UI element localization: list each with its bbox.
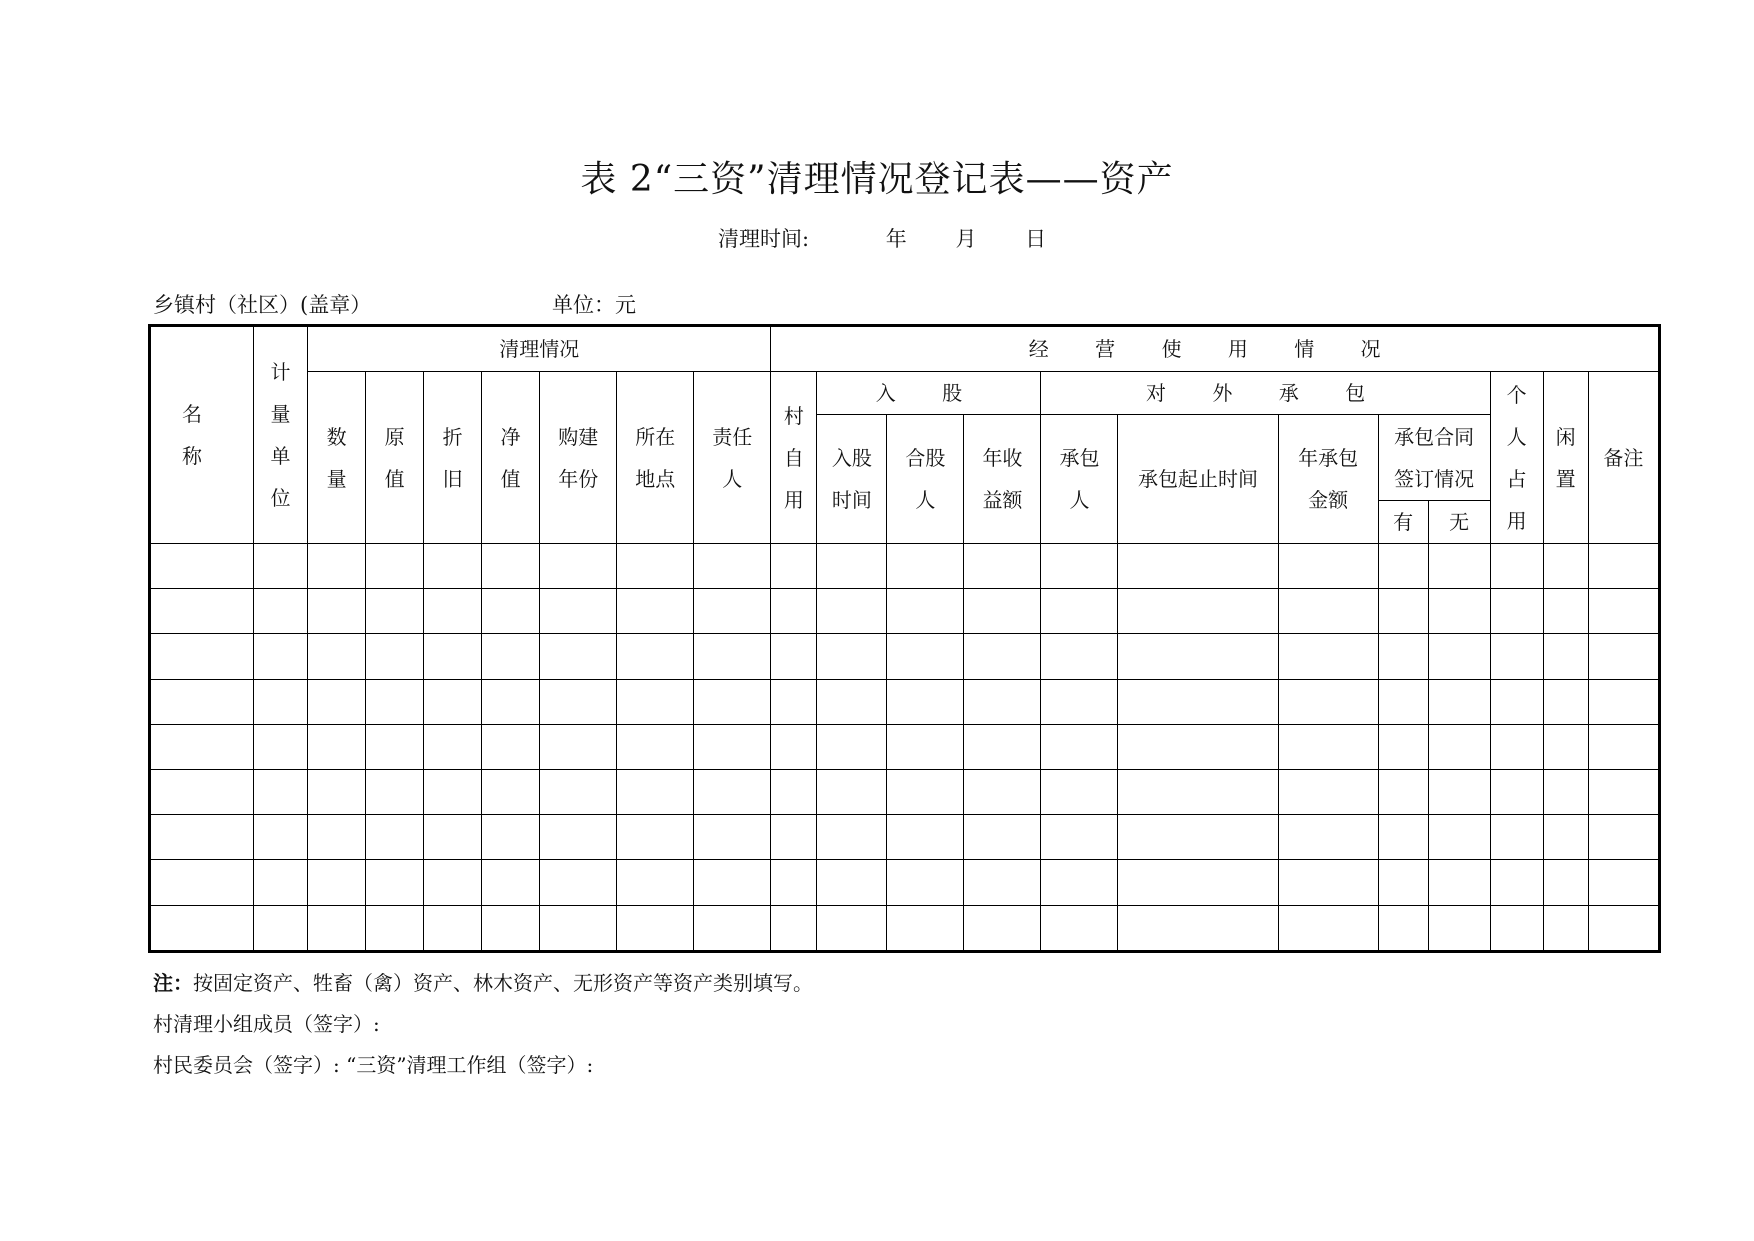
table-cell[interactable] bbox=[1118, 815, 1278, 860]
table-cell[interactable] bbox=[366, 860, 424, 905]
table-row bbox=[150, 589, 1660, 634]
table-cell[interactable] bbox=[1041, 679, 1118, 724]
table-cell[interactable] bbox=[482, 770, 540, 815]
table-cell[interactable] bbox=[1588, 905, 1659, 951]
table-cell[interactable] bbox=[1490, 724, 1543, 769]
table-cell[interactable] bbox=[366, 905, 424, 951]
table-cell[interactable] bbox=[540, 905, 617, 951]
table-cell[interactable] bbox=[1490, 860, 1543, 905]
table-cell[interactable] bbox=[1378, 860, 1428, 905]
table-cell[interactable] bbox=[694, 679, 771, 724]
date-month-label: 月 bbox=[955, 227, 977, 251]
table-cell[interactable] bbox=[694, 905, 771, 951]
table-cell[interactable] bbox=[308, 679, 366, 724]
table-cell[interactable] bbox=[254, 589, 308, 634]
table-cell[interactable] bbox=[1378, 634, 1428, 679]
table-cell[interactable] bbox=[1543, 770, 1588, 815]
table-cell[interactable] bbox=[1588, 724, 1659, 769]
table-cell[interactable] bbox=[1588, 815, 1659, 860]
table-cell[interactable] bbox=[1378, 905, 1428, 951]
table-cell[interactable] bbox=[366, 770, 424, 815]
cleanup-date-label: 清理时间: bbox=[718, 227, 810, 251]
table-cell[interactable] bbox=[1378, 679, 1428, 724]
table-cell[interactable] bbox=[1543, 724, 1588, 769]
personal-use-header: 个人占用 bbox=[1490, 372, 1543, 544]
table-cell[interactable] bbox=[1041, 589, 1118, 634]
table-cell[interactable] bbox=[617, 905, 694, 951]
table-cell[interactable] bbox=[617, 770, 694, 815]
table-cell[interactable] bbox=[1588, 544, 1659, 589]
table-cell[interactable] bbox=[817, 815, 887, 860]
table-cell[interactable] bbox=[817, 770, 887, 815]
cleanup-status-header: 清理情况 bbox=[308, 326, 771, 372]
table-cell[interactable] bbox=[887, 589, 964, 634]
table-cell[interactable] bbox=[1588, 679, 1659, 724]
contract-signed-yes: 有 bbox=[1378, 500, 1428, 543]
table-row bbox=[150, 679, 1660, 724]
table-row bbox=[150, 724, 1660, 769]
table-cell[interactable] bbox=[817, 860, 887, 905]
equity-header: 入 股 bbox=[817, 372, 1041, 415]
quantity-header: 数量 bbox=[308, 372, 366, 544]
table-cell[interactable] bbox=[617, 815, 694, 860]
equity-time-header: 入股时间 bbox=[817, 415, 887, 544]
table-cell[interactable] bbox=[771, 860, 817, 905]
table-cell[interactable] bbox=[887, 815, 964, 860]
table-cell[interactable] bbox=[1278, 634, 1378, 679]
table-cell[interactable] bbox=[366, 679, 424, 724]
table-cell[interactable] bbox=[694, 724, 771, 769]
table-cell[interactable] bbox=[1041, 770, 1118, 815]
table-cell[interactable] bbox=[254, 905, 308, 951]
table-cell[interactable] bbox=[964, 860, 1041, 905]
table-cell[interactable] bbox=[617, 589, 694, 634]
table-cell[interactable] bbox=[1278, 724, 1378, 769]
table-cell[interactable] bbox=[887, 724, 964, 769]
table-cell[interactable] bbox=[540, 679, 617, 724]
table-cell[interactable] bbox=[1428, 544, 1490, 589]
measure-unit-label: 计量单位 bbox=[270, 360, 291, 511]
table-cell[interactable] bbox=[1278, 905, 1378, 951]
table-cell[interactable] bbox=[771, 770, 817, 815]
table-cell[interactable] bbox=[424, 770, 482, 815]
table-cell[interactable] bbox=[1118, 860, 1278, 905]
table-cell[interactable] bbox=[964, 544, 1041, 589]
table-row bbox=[150, 815, 1660, 860]
table-cell[interactable] bbox=[887, 634, 964, 679]
contract-signed-no: 无 bbox=[1428, 500, 1490, 543]
table-cell[interactable] bbox=[150, 860, 254, 905]
table-cell[interactable] bbox=[771, 724, 817, 769]
table-cell[interactable] bbox=[424, 860, 482, 905]
asset-register-table bbox=[148, 324, 1661, 953]
table-cell[interactable] bbox=[150, 905, 254, 951]
table-cell[interactable] bbox=[1588, 770, 1659, 815]
table-cell[interactable] bbox=[1490, 589, 1543, 634]
table-cell[interactable] bbox=[1378, 724, 1428, 769]
table-cell[interactable] bbox=[254, 679, 308, 724]
table-cell[interactable] bbox=[1278, 770, 1378, 815]
table-cell[interactable] bbox=[817, 589, 887, 634]
table-cell[interactable] bbox=[1490, 905, 1543, 951]
table-cell[interactable] bbox=[482, 860, 540, 905]
table-cell[interactable] bbox=[1278, 679, 1378, 724]
table-cell[interactable] bbox=[1543, 860, 1588, 905]
table-cell[interactable] bbox=[308, 544, 366, 589]
table-cell[interactable] bbox=[1041, 815, 1118, 860]
table-cell[interactable] bbox=[1428, 589, 1490, 634]
table-cell[interactable] bbox=[1278, 544, 1378, 589]
table-cell[interactable] bbox=[964, 770, 1041, 815]
date-year-label: 年 bbox=[885, 227, 907, 251]
table-cell[interactable] bbox=[964, 724, 1041, 769]
table-cell[interactable] bbox=[694, 634, 771, 679]
table-row bbox=[150, 634, 1660, 679]
table-cell[interactable] bbox=[1118, 589, 1278, 634]
table-cell[interactable] bbox=[540, 815, 617, 860]
table-cell[interactable] bbox=[366, 544, 424, 589]
table-cell[interactable] bbox=[308, 724, 366, 769]
table-cell[interactable] bbox=[1118, 544, 1278, 589]
table-cell[interactable] bbox=[1041, 544, 1118, 589]
table-cell[interactable] bbox=[1490, 770, 1543, 815]
table-cell[interactable] bbox=[308, 860, 366, 905]
table-cell[interactable] bbox=[482, 589, 540, 634]
operation-usage-header: 经 营 使 用 情 况 bbox=[771, 326, 1660, 372]
table-row bbox=[150, 544, 1660, 589]
table-cell[interactable] bbox=[1490, 679, 1543, 724]
measure-unit-header bbox=[254, 326, 308, 544]
partner-header: 合股人 bbox=[887, 415, 964, 544]
table-cell[interactable] bbox=[1490, 544, 1543, 589]
table-cell[interactable] bbox=[308, 905, 366, 951]
table-cell[interactable] bbox=[150, 679, 254, 724]
table-cell[interactable] bbox=[1378, 815, 1428, 860]
table-row bbox=[150, 905, 1660, 951]
table-cell[interactable] bbox=[617, 724, 694, 769]
table-cell[interactable] bbox=[1588, 634, 1659, 679]
external-contract-header: 对 外 承 包 bbox=[1041, 372, 1490, 415]
table-cell[interactable] bbox=[1428, 770, 1490, 815]
contract-signed-header: 承包合同签订情况 bbox=[1378, 415, 1490, 500]
table-cell[interactable] bbox=[1428, 905, 1490, 951]
table-cell[interactable] bbox=[771, 589, 817, 634]
table-cell[interactable] bbox=[964, 679, 1041, 724]
table-cell[interactable] bbox=[964, 634, 1041, 679]
table-cell[interactable] bbox=[424, 634, 482, 679]
table-cell[interactable] bbox=[482, 905, 540, 951]
table-cell[interactable] bbox=[771, 634, 817, 679]
original-value-header: 原值 bbox=[366, 372, 424, 544]
table-cell[interactable] bbox=[1041, 860, 1118, 905]
table-cell[interactable] bbox=[617, 679, 694, 724]
table-cell[interactable] bbox=[1378, 589, 1428, 634]
table-cell[interactable] bbox=[1378, 770, 1428, 815]
table-cell[interactable] bbox=[540, 724, 617, 769]
notes-section bbox=[153, 963, 813, 1086]
table-cell[interactable] bbox=[424, 905, 482, 951]
table-cell[interactable] bbox=[366, 815, 424, 860]
table-cell[interactable] bbox=[617, 634, 694, 679]
location-header: 所在地点 bbox=[617, 372, 694, 544]
page-title: 表 2“三资”清理情况登记表——资产 bbox=[580, 159, 1174, 200]
contractor-header: 承包人 bbox=[1041, 415, 1118, 544]
table-cell[interactable] bbox=[540, 589, 617, 634]
table-cell[interactable] bbox=[694, 860, 771, 905]
table-cell[interactable] bbox=[1278, 815, 1378, 860]
note-line bbox=[153, 963, 813, 1004]
table-cell[interactable] bbox=[1378, 544, 1428, 589]
table-cell[interactable] bbox=[1118, 905, 1278, 951]
annual-income-header: 年收益额 bbox=[964, 415, 1041, 544]
table-cell[interactable] bbox=[964, 905, 1041, 951]
table-cell[interactable] bbox=[1428, 815, 1490, 860]
table-cell[interactable] bbox=[424, 589, 482, 634]
table-cell[interactable] bbox=[1588, 589, 1659, 634]
table-cell[interactable] bbox=[150, 724, 254, 769]
table-cell[interactable] bbox=[694, 589, 771, 634]
contract-period-header: 承包起止时间 bbox=[1118, 415, 1278, 544]
table-cell[interactable] bbox=[1118, 770, 1278, 815]
depreciation-header: 折旧 bbox=[424, 372, 482, 544]
table-cell[interactable] bbox=[482, 679, 540, 724]
table-row bbox=[150, 860, 1660, 905]
table-cell[interactable] bbox=[694, 544, 771, 589]
table-cell[interactable] bbox=[964, 815, 1041, 860]
table-cell[interactable] bbox=[540, 770, 617, 815]
table-cell[interactable] bbox=[887, 905, 964, 951]
table-cell[interactable] bbox=[1118, 679, 1278, 724]
table-cell[interactable] bbox=[540, 860, 617, 905]
table-cell[interactable] bbox=[482, 634, 540, 679]
table-cell[interactable] bbox=[1041, 634, 1118, 679]
purchase-year-header: 购建年份 bbox=[540, 372, 617, 544]
table-cell[interactable] bbox=[1041, 724, 1118, 769]
table-cell[interactable] bbox=[150, 770, 254, 815]
table-cell[interactable] bbox=[540, 544, 617, 589]
table-cell[interactable] bbox=[1543, 679, 1588, 724]
table-cell[interactable] bbox=[254, 860, 308, 905]
annual-contract-amount-header: 年承包金额 bbox=[1278, 415, 1378, 544]
net-value-header: 净值 bbox=[482, 372, 540, 544]
table-cell[interactable] bbox=[887, 679, 964, 724]
table-cell[interactable] bbox=[694, 815, 771, 860]
table-cell[interactable] bbox=[482, 815, 540, 860]
table-cell[interactable] bbox=[817, 544, 887, 589]
signer-line-group: 村清理小组成员（签字）: bbox=[153, 1012, 380, 1036]
table-cell[interactable] bbox=[887, 770, 964, 815]
table-cell[interactable] bbox=[771, 815, 817, 860]
table-cell[interactable] bbox=[1118, 724, 1278, 769]
table-cell[interactable] bbox=[482, 724, 540, 769]
name-header: 名 称 bbox=[150, 326, 254, 544]
table-cell[interactable] bbox=[308, 589, 366, 634]
table-cell[interactable] bbox=[1428, 634, 1490, 679]
table-cell[interactable] bbox=[771, 679, 817, 724]
table-cell[interactable] bbox=[540, 634, 617, 679]
organization-line: 乡镇村（社区）(盖章） bbox=[153, 293, 372, 317]
table-cell[interactable] bbox=[1428, 679, 1490, 724]
table-cell[interactable] bbox=[817, 905, 887, 951]
table-cell[interactable] bbox=[254, 770, 308, 815]
table-cell[interactable] bbox=[1543, 905, 1588, 951]
table-cell[interactable] bbox=[817, 679, 887, 724]
table-cell[interactable] bbox=[617, 544, 694, 589]
table-cell[interactable] bbox=[1588, 860, 1659, 905]
table-cell[interactable] bbox=[1428, 724, 1490, 769]
remarks-header: 备注 bbox=[1588, 372, 1659, 544]
village-self-use-header: 村自用 bbox=[771, 372, 817, 544]
table-cell[interactable] bbox=[1118, 634, 1278, 679]
table-cell[interactable] bbox=[254, 724, 308, 769]
table-cell[interactable] bbox=[254, 544, 308, 589]
table-cell[interactable] bbox=[482, 544, 540, 589]
idle-header: 闲置 bbox=[1543, 372, 1588, 544]
table-cell[interactable] bbox=[366, 724, 424, 769]
table-cell[interactable] bbox=[771, 905, 817, 951]
table-cell[interactable] bbox=[1543, 544, 1588, 589]
table-cell[interactable] bbox=[817, 634, 887, 679]
table-cell[interactable] bbox=[254, 634, 308, 679]
table-cell[interactable] bbox=[1490, 815, 1543, 860]
table-cell[interactable] bbox=[887, 860, 964, 905]
table-cell[interactable] bbox=[1428, 860, 1490, 905]
table-cell[interactable] bbox=[1278, 589, 1378, 634]
table-cell[interactable] bbox=[424, 724, 482, 769]
signer-line-committee: 村民委员会（签字）: “三资”清理工作组（签字）: bbox=[153, 1053, 594, 1077]
table-cell[interactable] bbox=[366, 634, 424, 679]
table-cell[interactable] bbox=[308, 634, 366, 679]
note-label: 注： bbox=[153, 971, 193, 995]
table-cell[interactable] bbox=[1543, 634, 1588, 679]
table-cell[interactable] bbox=[308, 770, 366, 815]
date-day-label: 日 bbox=[1025, 227, 1047, 251]
table-cell[interactable] bbox=[366, 589, 424, 634]
cleanup-date-line bbox=[718, 225, 1046, 253]
note-text: 按固定资产、牲畜（禽）资产、林木资产、无形资产等资产类别填写。 bbox=[193, 971, 813, 995]
table-cell[interactable] bbox=[150, 544, 254, 589]
table-cell[interactable] bbox=[150, 634, 254, 679]
table-cell[interactable] bbox=[1490, 634, 1543, 679]
table-cell[interactable] bbox=[1543, 815, 1588, 860]
table-cell[interactable] bbox=[150, 815, 254, 860]
table-cell[interactable] bbox=[817, 724, 887, 769]
table-cell[interactable] bbox=[150, 589, 254, 634]
table-cell[interactable] bbox=[424, 544, 482, 589]
table-cell[interactable] bbox=[887, 544, 964, 589]
table-row bbox=[150, 770, 1660, 815]
responsible-person-header: 责任人 bbox=[694, 372, 771, 544]
table-cell[interactable] bbox=[424, 679, 482, 724]
currency-unit-line: 单位：元 bbox=[552, 293, 636, 317]
table-cell[interactable] bbox=[617, 860, 694, 905]
table-cell[interactable] bbox=[424, 815, 482, 860]
table-cell[interactable] bbox=[1278, 860, 1378, 905]
table-cell[interactable] bbox=[1041, 905, 1118, 951]
table-cell[interactable] bbox=[964, 589, 1041, 634]
table-cell[interactable] bbox=[308, 815, 366, 860]
table-cell[interactable] bbox=[694, 770, 771, 815]
table-cell[interactable] bbox=[254, 815, 308, 860]
table-cell[interactable] bbox=[1543, 589, 1588, 634]
table-cell[interactable] bbox=[771, 544, 817, 589]
